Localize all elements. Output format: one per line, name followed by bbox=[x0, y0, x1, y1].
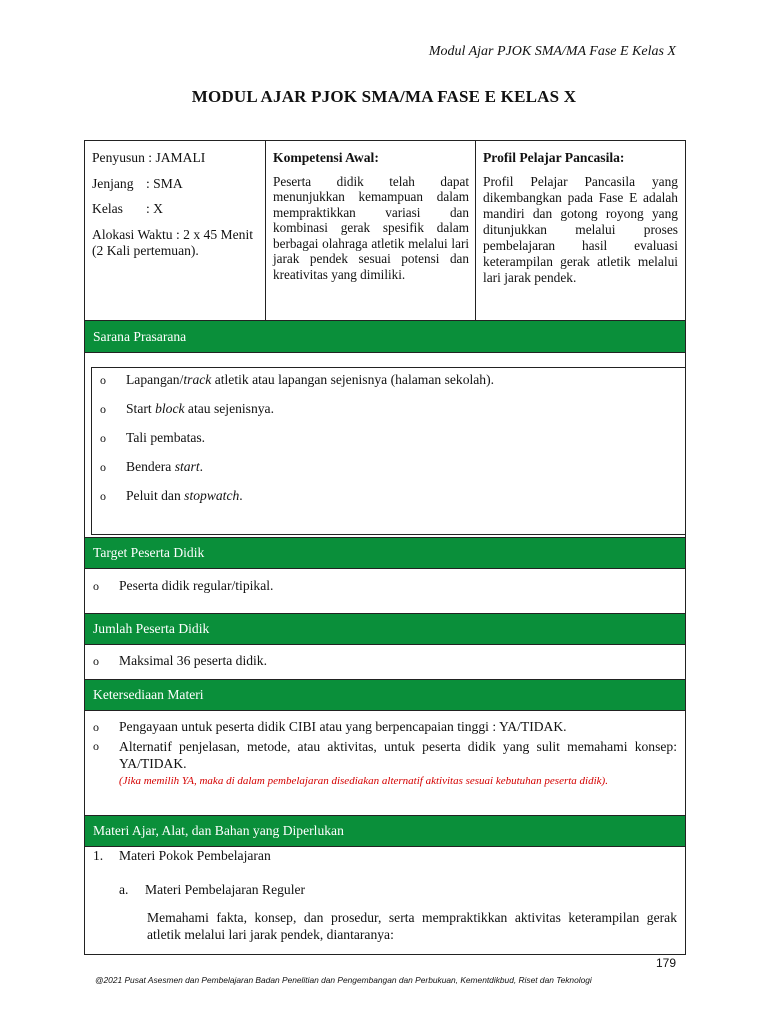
bullet-icon: o bbox=[93, 579, 99, 593]
section-header-facilities: Sarana Prasarana bbox=[85, 320, 685, 353]
section-header-target-students: Target Peserta Didik bbox=[85, 537, 685, 569]
level-value: : SMA bbox=[146, 175, 183, 191]
pancasila-profile-title: Profil Pelajar Pancasila: bbox=[483, 150, 625, 165]
section-header-material-availability: Ketersediaan Materi bbox=[85, 679, 685, 711]
initial-competence-title: Kompetensi Awal: bbox=[273, 150, 379, 165]
list-item: o Peserta didik regular/tipikal. bbox=[93, 578, 274, 593]
author-line: Penyusun : JAMALI bbox=[92, 150, 206, 165]
bullet-icon: o bbox=[100, 431, 106, 445]
material-availability-section bbox=[85, 711, 685, 815]
item-number: 1. bbox=[93, 848, 104, 863]
time-allocation: Alokasi Waktu : 2 x 45 Menit (2 Kali pertemuan). bbox=[92, 226, 254, 258]
list-item: o Tali pembatas. bbox=[100, 430, 206, 445]
level-line bbox=[92, 176, 259, 192]
facilities-section bbox=[85, 353, 685, 537]
lettered-item: a. Materi Pembelajaran Reguler bbox=[119, 882, 306, 897]
level-label: Jenjang bbox=[92, 175, 134, 191]
item-letter: a. bbox=[119, 882, 129, 897]
bullet-icon: o bbox=[100, 489, 106, 503]
initial-competence-cell bbox=[266, 141, 476, 320]
materials-paragraph: Memahami fakta, konsep, dan prosedur, serta mempraktikkan aktivitas keterampilan gerak atletik melalui lari jarak pendek, diantaranya: bbox=[147, 910, 677, 942]
copyright-footer: @2021 Pusat Asesmen dan Pembelajaran Badan Penelitian dan Pengembangan dan Perbukuan, Kementdikbud, Riset dan Teknologi bbox=[95, 975, 592, 985]
pancasila-profile-cell bbox=[476, 141, 685, 320]
student-count-section bbox=[85, 645, 685, 679]
running-title: Modul Ajar PJOK SMA/MA Fase E Kelas X bbox=[428, 44, 676, 59]
initial-competence-text: Peserta didik telah dapat menunjukkan kemampuan dalam mempraktikkan variasi dan kombinasi gerak spesifik dalam berbagai olahraga atletik melalui lari jarak pendek sesuai potensi dan kreativitas yang dimiliki. bbox=[273, 173, 469, 282]
list-item: o Bendera start. bbox=[100, 459, 204, 474]
document-title: MODUL AJAR PJOK SMA/MA FASE E KELAS X bbox=[191, 87, 577, 106]
target-students-section bbox=[85, 569, 685, 613]
list-item: o Alternatif penjelasan, metode, atau aktivitas, untuk peserta didik yang sulit memahami konsep: YA/TIDAK. bbox=[93, 739, 677, 771]
bullet-icon: o bbox=[93, 720, 99, 734]
identity-row bbox=[85, 141, 685, 320]
class-value: : X bbox=[146, 201, 163, 216]
list-item: o Peluit dan stopwatch. bbox=[100, 488, 243, 503]
availability-note: (Jika memilih YA, maka di dalam pembelajaran disediakan alternatif aktivitas sesuai kebutuhan peserta didik). bbox=[119, 775, 608, 787]
class-label: Kelas bbox=[92, 201, 123, 216]
numbered-item: 1. Materi Pokok Pembelajaran bbox=[93, 848, 271, 863]
bullet-icon: o bbox=[100, 373, 106, 387]
list-item: o Lapangan/track atletik atau lapangan sejenisnya (halaman sekolah). bbox=[100, 372, 495, 387]
teaching-materials-section bbox=[85, 847, 685, 955]
facilities-list-box bbox=[91, 367, 685, 535]
bullet-icon: o bbox=[100, 402, 106, 416]
module-table bbox=[84, 140, 686, 955]
bullet-icon: o bbox=[93, 739, 99, 753]
bullet-icon: o bbox=[100, 460, 106, 474]
pancasila-profile-text: Profil Pelajar Pancasila yang dikembangkan pada Fase E adalah mandiri dan gotong royong yang ditunjukkan melalui proses pembelajaran hasil evaluasi keterampilan gerak atletik melalui lari jarak pendek. bbox=[483, 173, 678, 285]
list-item: o Maksimal 36 peserta didik. bbox=[93, 653, 267, 668]
identity-cell bbox=[85, 141, 266, 320]
page-number: 179 bbox=[656, 956, 677, 970]
bullet-icon: o bbox=[93, 654, 99, 668]
class-line bbox=[92, 201, 259, 217]
section-header-student-count: Jumlah Peserta Didik bbox=[85, 613, 685, 645]
section-header-teaching-materials: Materi Ajar, Alat, dan Bahan yang Diperlukan bbox=[85, 815, 685, 847]
list-item: o Pengayaan untuk peserta didik CIBI atau yang berpencapaian tinggi : YA/TIDAK. bbox=[93, 719, 567, 734]
list-item: o Start block atau sejenisnya. bbox=[100, 401, 274, 416]
